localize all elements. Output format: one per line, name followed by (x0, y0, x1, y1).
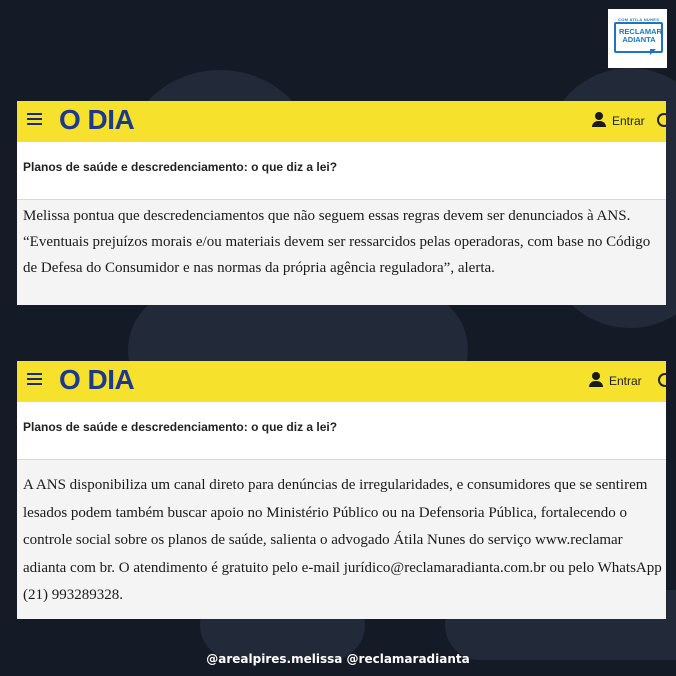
logo-line-2: ADIANTA (622, 35, 656, 44)
article-paragraph: A ANS disponibiliza um canal direto para denúncias de irregularidades, e consumidores que se sentirem lesados podem também buscar apoio no Ministério Público ou na Defensoria Pública, fortalecendo o controle social sobre os planos de saúde, salienta o advogado Átila Nunes do serviço www.reclamar adianta com br. O atendimento é gratuito pelo e-mail jurídico@reclamaradianta.com.br ou pelo WhatsApp (21) 993289328. (23, 477, 662, 603)
hamburger-menu-icon[interactable] (27, 113, 42, 128)
site-logo[interactable]: O DIA (59, 104, 135, 135)
logo-line-1: RECLAMAR (619, 27, 662, 36)
logo-tagline: COM ATILA NUNES (618, 17, 660, 22)
user-icon[interactable] (589, 372, 603, 387)
article-screenshot-2 (17, 361, 666, 619)
article-subtitle-bar (17, 402, 666, 459)
user-icon[interactable] (592, 112, 606, 127)
search-icon[interactable] (657, 113, 666, 127)
article-subtitle-bar (17, 142, 666, 199)
article-body (17, 460, 666, 619)
login-link[interactable]: Entrar (612, 114, 645, 128)
article-screenshot-1 (17, 101, 666, 305)
site-logo[interactable]: O DIA (59, 364, 135, 395)
article-subtitle: Planos de saúde e descredenciamento: o que diz a lei? (23, 420, 338, 434)
search-icon[interactable] (658, 373, 666, 387)
article-body (17, 200, 666, 305)
logo-bubble-tail (650, 49, 656, 55)
login-link[interactable]: Entrar (609, 374, 642, 388)
reclamar-adianta-logo (608, 9, 667, 68)
site-header (17, 101, 666, 142)
site-header (17, 361, 666, 402)
article-paragraph: Melissa pontua que descredenciamentos que não seguem essas regras devem ser denunciados à ANS. “Eventuais prejuízos morais e/ou materiais devem ser ressarcidos pelas operadoras, com base no Código de Defesa do Consumidor e nas normas da própria agência reguladora”, alerta. (23, 208, 651, 276)
social-handles: @arealpires.melissa @reclamaradianta (206, 652, 470, 666)
article-subtitle: Planos de saúde e descredenciamento: o que diz a lei? (23, 160, 338, 174)
hamburger-menu-icon[interactable] (27, 373, 42, 388)
